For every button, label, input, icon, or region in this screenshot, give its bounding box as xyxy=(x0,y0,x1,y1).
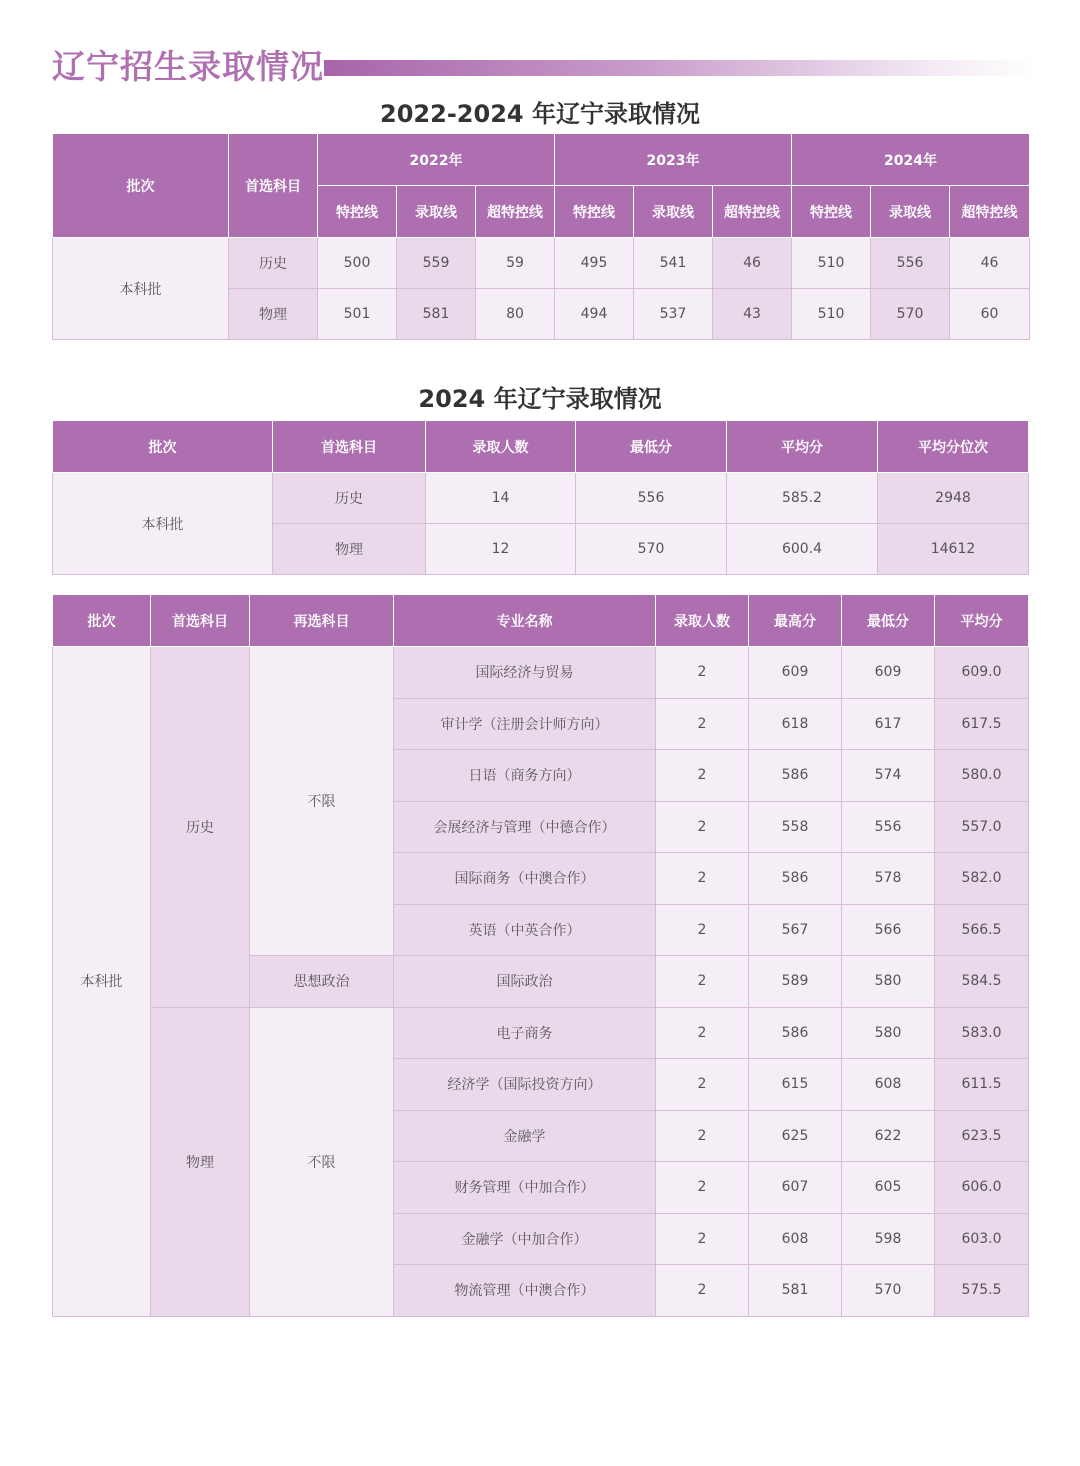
subject-cell: 物理 xyxy=(229,289,318,340)
major-cell: 国际政治 xyxy=(394,956,656,1008)
header-min-score: 最低分 xyxy=(576,421,727,473)
major-cell: 国际经济与贸易 xyxy=(394,647,656,699)
max-cell: 567 xyxy=(749,904,842,956)
major-cell: 会展经济与管理（中德合作） xyxy=(394,801,656,853)
value-cell: 510 xyxy=(792,238,871,289)
avg-cell: 617.5 xyxy=(935,698,1029,750)
avg-cell: 600.4 xyxy=(727,524,878,575)
major-scores-table xyxy=(52,594,1029,1317)
max-cell: 625 xyxy=(749,1110,842,1162)
min-cell: 556 xyxy=(576,473,727,524)
value-cell: 43 xyxy=(713,289,792,340)
header-special-line: 特控线 xyxy=(792,186,871,238)
major-cell: 金融学（中加合作） xyxy=(394,1213,656,1265)
page-title: 辽宁招生录取情况 xyxy=(52,47,324,86)
min-cell: 608 xyxy=(842,1059,935,1111)
avg-cell: 609.0 xyxy=(935,647,1029,699)
max-cell: 608 xyxy=(749,1213,842,1265)
min-cell: 570 xyxy=(576,524,727,575)
min-cell: 556 xyxy=(842,801,935,853)
count-cell: 12 xyxy=(426,524,576,575)
subject-cell: 物理 xyxy=(273,524,426,575)
count-cell: 2 xyxy=(656,904,749,956)
count-cell: 2 xyxy=(656,1162,749,1214)
count-cell: 2 xyxy=(656,1213,749,1265)
avg-cell: 623.5 xyxy=(935,1110,1029,1162)
page-header xyxy=(52,44,1042,92)
major-cell: 经济学（国际投资方向） xyxy=(394,1059,656,1111)
count-cell: 2 xyxy=(656,1110,749,1162)
max-cell: 607 xyxy=(749,1162,842,1214)
value-cell: 495 xyxy=(555,238,634,289)
min-cell: 609 xyxy=(842,647,935,699)
subject-cell: 历史 xyxy=(273,473,426,524)
header-subject: 首选科目 xyxy=(229,134,318,238)
avg-cell: 575.5 xyxy=(935,1265,1029,1317)
max-cell: 589 xyxy=(749,956,842,1008)
avg-cell: 584.5 xyxy=(935,956,1029,1008)
header-above-special: 超特控线 xyxy=(950,186,1030,238)
max-cell: 586 xyxy=(749,750,842,802)
value-cell: 46 xyxy=(950,238,1030,289)
header-batch: 批次 xyxy=(53,421,273,473)
avg-cell: 583.0 xyxy=(935,1007,1029,1059)
max-cell: 615 xyxy=(749,1059,842,1111)
batch-cell: 本科批 xyxy=(53,647,151,1317)
header-count: 录取人数 xyxy=(426,421,576,473)
admission-summary-table xyxy=(52,420,1029,575)
table-row xyxy=(53,647,1029,699)
header-above-special: 超特控线 xyxy=(713,186,792,238)
min-cell: 580 xyxy=(842,956,935,1008)
value-cell: 494 xyxy=(555,289,634,340)
subject-cell: 物理 xyxy=(151,1007,250,1316)
header-count: 录取人数 xyxy=(656,595,749,647)
max-cell: 618 xyxy=(749,698,842,750)
avg-cell: 603.0 xyxy=(935,1213,1029,1265)
value-cell: 556 xyxy=(871,238,950,289)
header-year-2024: 2024年 xyxy=(792,134,1030,186)
major-cell: 物流管理（中澳合作） xyxy=(394,1265,656,1317)
value-cell: 46 xyxy=(713,238,792,289)
value-cell: 60 xyxy=(950,289,1030,340)
header-avg-rank: 平均分位次 xyxy=(878,421,1029,473)
max-cell: 558 xyxy=(749,801,842,853)
max-cell: 581 xyxy=(749,1265,842,1317)
min-cell: 605 xyxy=(842,1162,935,1214)
value-cell: 510 xyxy=(792,289,871,340)
major-cell: 财务管理（中加合作） xyxy=(394,1162,656,1214)
header-batch: 批次 xyxy=(53,595,151,647)
header-special-line: 特控线 xyxy=(555,186,634,238)
major-cell: 电子商务 xyxy=(394,1007,656,1059)
value-cell: 537 xyxy=(634,289,713,340)
table-row xyxy=(53,1007,1029,1059)
count-cell: 2 xyxy=(656,1059,749,1111)
avg-cell: 566.5 xyxy=(935,904,1029,956)
min-cell: 566 xyxy=(842,904,935,956)
section1-title: 2022-2024 年辽宁录取情况 xyxy=(380,100,700,128)
min-cell: 570 xyxy=(842,1265,935,1317)
count-cell: 2 xyxy=(656,956,749,1008)
header-avg-score: 平均分 xyxy=(727,421,878,473)
value-cell: 541 xyxy=(634,238,713,289)
value-cell: 501 xyxy=(318,289,397,340)
max-cell: 586 xyxy=(749,853,842,905)
avg-cell: 606.0 xyxy=(935,1162,1029,1214)
value-cell: 559 xyxy=(397,238,476,289)
table-row xyxy=(53,473,1029,524)
count-cell: 2 xyxy=(656,698,749,750)
count-cell: 2 xyxy=(656,750,749,802)
header-admission-line: 录取线 xyxy=(397,186,476,238)
header-admission-line: 录取线 xyxy=(634,186,713,238)
avg-cell: 585.2 xyxy=(727,473,878,524)
table-row xyxy=(53,238,1030,289)
count-cell: 2 xyxy=(656,1007,749,1059)
min-cell: 598 xyxy=(842,1213,935,1265)
max-cell: 586 xyxy=(749,1007,842,1059)
batch-cell: 本科批 xyxy=(53,238,229,340)
value-cell: 570 xyxy=(871,289,950,340)
count-cell: 2 xyxy=(656,647,749,699)
value-cell: 500 xyxy=(318,238,397,289)
subject-cell: 历史 xyxy=(229,238,318,289)
header-year-2022: 2022年 xyxy=(318,134,555,186)
header-batch: 批次 xyxy=(53,134,229,238)
header-subject: 首选科目 xyxy=(273,421,426,473)
header-above-special: 超特控线 xyxy=(476,186,555,238)
value-cell: 59 xyxy=(476,238,555,289)
header-min-score: 最低分 xyxy=(842,595,935,647)
major-cell: 金融学 xyxy=(394,1110,656,1162)
count-cell: 14 xyxy=(426,473,576,524)
header-max-score: 最高分 xyxy=(749,595,842,647)
rank-cell: 14612 xyxy=(878,524,1029,575)
avg-cell: 582.0 xyxy=(935,853,1029,905)
rank-cell: 2948 xyxy=(878,473,1029,524)
subject-cell: 历史 xyxy=(151,647,250,1008)
header-major: 专业名称 xyxy=(394,595,656,647)
count-cell: 2 xyxy=(656,853,749,905)
major-cell: 审计学（注册会计师方向） xyxy=(394,698,656,750)
batch-cell: 本科批 xyxy=(53,473,273,575)
min-cell: 574 xyxy=(842,750,935,802)
elective-cell: 不限 xyxy=(250,647,394,956)
title-decoration-bar xyxy=(324,60,1036,76)
min-cell: 578 xyxy=(842,853,935,905)
count-cell: 2 xyxy=(656,801,749,853)
max-cell: 609 xyxy=(749,647,842,699)
header-year-2023: 2023年 xyxy=(555,134,792,186)
avg-cell: 557.0 xyxy=(935,801,1029,853)
min-cell: 617 xyxy=(842,698,935,750)
header-special-line: 特控线 xyxy=(318,186,397,238)
header-admission-line: 录取线 xyxy=(871,186,950,238)
value-cell: 581 xyxy=(397,289,476,340)
value-cell: 80 xyxy=(476,289,555,340)
major-cell: 日语（商务方向） xyxy=(394,750,656,802)
count-cell: 2 xyxy=(656,1265,749,1317)
min-cell: 580 xyxy=(842,1007,935,1059)
avg-cell: 611.5 xyxy=(935,1059,1029,1111)
score-lines-table xyxy=(52,133,1030,340)
major-cell: 英语（中英合作） xyxy=(394,904,656,956)
header-subject: 首选科目 xyxy=(151,595,250,647)
section2-title: 2024 年辽宁录取情况 xyxy=(418,385,662,413)
min-cell: 622 xyxy=(842,1110,935,1162)
elective-cell: 思想政治 xyxy=(250,956,394,1008)
elective-cell: 不限 xyxy=(250,1007,394,1316)
avg-cell: 580.0 xyxy=(935,750,1029,802)
major-cell: 国际商务（中澳合作） xyxy=(394,853,656,905)
header-avg-score: 平均分 xyxy=(935,595,1029,647)
header-elective: 再选科目 xyxy=(250,595,394,647)
